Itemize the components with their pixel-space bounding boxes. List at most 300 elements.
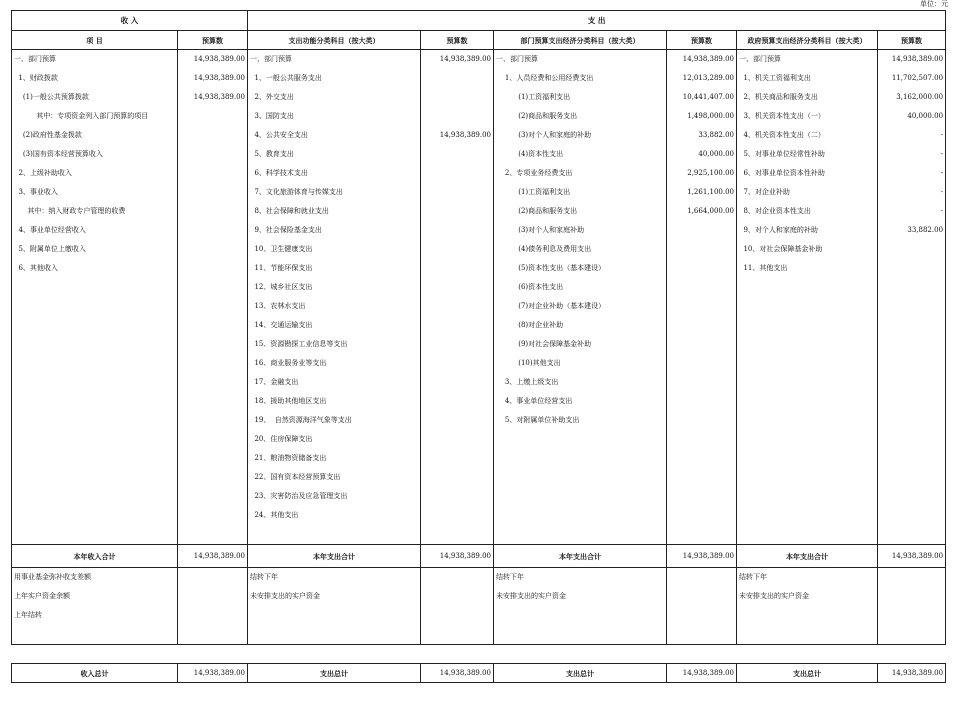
- cell-dept-economic-item: 3、上缴上级支出: [494, 373, 667, 392]
- cell-function-budget: [421, 587, 494, 606]
- cell-dept-economic-budget: 14,938,389.00: [667, 50, 737, 70]
- table-row: [12, 373, 946, 392]
- cell-income-item: (1)一般公共预算拨款: [12, 88, 178, 107]
- cell-function-budget: 14,938,389.00: [421, 126, 494, 145]
- cell-function-budget: [421, 354, 494, 373]
- cell-function-item: 一、部门预算: [248, 50, 421, 70]
- cell-dept-economic-budget: 14,938,389.00: [667, 664, 737, 683]
- spacer-cell: [12, 645, 946, 664]
- cell-income-budget: 14,938,389.00: [178, 664, 248, 683]
- cell-gov-economic-budget: 33,882.00: [878, 221, 946, 240]
- table-row: [12, 468, 946, 487]
- cell-function-item: 3、国防支出: [248, 107, 421, 126]
- cell-gov-economic-item: 9、对个人和家庭的补助: [737, 221, 878, 240]
- cell-income-budget: [178, 297, 248, 316]
- cell-income-item: 收入总计: [12, 664, 178, 683]
- cell-income-item: 用事业基金弥补收支差额: [12, 568, 178, 588]
- cell-dept-economic-budget: 12,013,289.00: [667, 69, 737, 88]
- header-dept-economic-budget: 预算数: [667, 31, 737, 50]
- cell-gov-economic-budget: [878, 606, 946, 625]
- header-dept-economic-category: 部门预算支出经济分类科目（按大类）: [494, 31, 667, 50]
- cell-function-item: 14、交通运输支出: [248, 316, 421, 335]
- cell-dept-economic-budget: [667, 587, 737, 606]
- unit-label: 单位：元: [920, 0, 948, 8]
- table-row: [12, 107, 946, 126]
- cell-gov-economic-item: 6、对事业单位资本性补助: [737, 164, 878, 183]
- cell-dept-economic-budget: [667, 487, 737, 506]
- cell-gov-economic-item: [737, 354, 878, 373]
- cell-dept-economic-item: (10)其他支出: [494, 354, 667, 373]
- cell-function-item: 7、文化旅游体育与传媒支出: [248, 183, 421, 202]
- cell-function-item: 11、节能环保支出: [248, 259, 421, 278]
- cell-income-item: 6、其他收入: [12, 259, 178, 278]
- cell-income-budget: [178, 354, 248, 373]
- cell-dept-economic-item: (1)工资福利支出: [494, 183, 667, 202]
- cell-gov-economic-item: [737, 506, 878, 525]
- cell-function-item: 24、其他支出: [248, 506, 421, 525]
- cell-function-item: 支出总计: [248, 664, 421, 683]
- cell-function-item: 21、粮油物资储备支出: [248, 449, 421, 468]
- cell-function-budget: [421, 202, 494, 221]
- table-row: [12, 487, 946, 506]
- cell-income-item: 上年实户资金余额: [12, 587, 178, 606]
- cell-gov-economic-budget: 14,938,389.00: [878, 664, 946, 683]
- cell-function-item: 2、外交支出: [248, 88, 421, 107]
- cell-income-budget: [178, 430, 248, 449]
- cell-gov-economic-budget: [878, 240, 946, 259]
- cell-income-budget: [178, 259, 248, 278]
- column-header-row: [12, 31, 946, 50]
- cell-dept-economic-item: [494, 506, 667, 525]
- cell-gov-economic-budget: [878, 587, 946, 606]
- cell-gov-economic-budget: [878, 411, 946, 430]
- cell-function-item: 本年支出合计: [248, 545, 421, 568]
- cell-gov-economic-budget: [878, 449, 946, 468]
- cell-gov-economic-item: [737, 392, 878, 411]
- cell-income-item: [12, 468, 178, 487]
- cell-gov-economic-item: [737, 430, 878, 449]
- cell-gov-economic-budget: [878, 568, 946, 588]
- cell-income-item: 一、部门预算: [12, 50, 178, 70]
- cell-function-budget: [421, 373, 494, 392]
- cell-income-budget: [178, 411, 248, 430]
- cell-function-item: [248, 625, 421, 645]
- cell-gov-economic-budget: [878, 525, 946, 545]
- cell-dept-economic-budget: 2,925,100.00: [667, 164, 737, 183]
- cell-gov-economic-budget: [878, 259, 946, 278]
- cell-dept-economic-item: (5)资本性支出（基本建设）: [494, 259, 667, 278]
- cell-dept-economic-item: [494, 468, 667, 487]
- cell-gov-economic-item: 1、机关工资福利支出: [737, 69, 878, 88]
- cell-dept-economic-item: [494, 625, 667, 645]
- cell-gov-economic-budget: [878, 468, 946, 487]
- cell-gov-economic-budget: [878, 487, 946, 506]
- cell-gov-economic-budget: [878, 335, 946, 354]
- cell-function-budget: [421, 107, 494, 126]
- cell-dept-economic-budget: [667, 606, 737, 625]
- cell-gov-economic-budget: [878, 354, 946, 373]
- cell-income-item: 其中：纳入财政专户管理的收费: [12, 202, 178, 221]
- cell-dept-economic-item: (3)对个人和家庭补助: [494, 221, 667, 240]
- cell-gov-economic-budget: -: [878, 202, 946, 221]
- cell-income-item: 本年收入合计: [12, 545, 178, 568]
- cell-income-item: [12, 373, 178, 392]
- cell-dept-economic-item: 4、事业单位经营支出: [494, 392, 667, 411]
- cell-gov-economic-item: 支出总计: [737, 664, 878, 683]
- cell-function-budget: 14,938,389.00: [421, 545, 494, 568]
- header-function-budget: 预算数: [421, 31, 494, 50]
- cell-income-budget: [178, 606, 248, 625]
- cell-gov-economic-item: 7、对企业补助: [737, 183, 878, 202]
- cell-income-budget: [178, 107, 248, 126]
- table-row: [12, 69, 946, 88]
- cell-gov-economic-item: [737, 606, 878, 625]
- table-row: [12, 164, 946, 183]
- cell-function-item: 8、社会保障和就业支出: [248, 202, 421, 221]
- cell-function-item: 10、卫生健康支出: [248, 240, 421, 259]
- cell-function-budget: [421, 487, 494, 506]
- cell-income-budget: [178, 126, 248, 145]
- table-row: [12, 145, 946, 164]
- cell-function-item: 20、住房保障支出: [248, 430, 421, 449]
- cell-income-item: 1、财政拨款: [12, 69, 178, 88]
- cell-income-item: [12, 278, 178, 297]
- cell-income-budget: [178, 506, 248, 525]
- cell-gov-economic-budget: [878, 278, 946, 297]
- cell-function-budget: [421, 183, 494, 202]
- cell-function-item: 结转下年: [248, 568, 421, 588]
- cell-dept-economic-item: 结转下年: [494, 568, 667, 588]
- cell-function-budget: [421, 625, 494, 645]
- cell-gov-economic-budget: 3,162,000.00: [878, 88, 946, 107]
- cell-income-budget: [178, 392, 248, 411]
- table-row: [12, 278, 946, 297]
- cell-income-budget: [178, 587, 248, 606]
- cell-gov-economic-item: [737, 316, 878, 335]
- cell-function-budget: [421, 468, 494, 487]
- cell-dept-economic-item: 5、对附属单位补助支出: [494, 411, 667, 430]
- table-row: [12, 411, 946, 430]
- cell-dept-economic-budget: [667, 392, 737, 411]
- cell-function-budget: [421, 392, 494, 411]
- cell-function-item: 19、 自然资源海洋气象等支出: [248, 411, 421, 430]
- cell-income-item: [12, 354, 178, 373]
- cell-function-budget: [421, 278, 494, 297]
- cell-income-budget: [178, 335, 248, 354]
- header-function-category: 支出功能分类科目（按大类）: [248, 31, 421, 50]
- cell-gov-economic-budget: [878, 506, 946, 525]
- cell-gov-economic-budget: 14,938,389.00: [878, 50, 946, 70]
- table-row: [12, 568, 946, 588]
- cell-income-item: [12, 430, 178, 449]
- cell-dept-economic-item: (7)对企业补助（基本建设）: [494, 297, 667, 316]
- cell-function-budget: [421, 164, 494, 183]
- cell-dept-economic-item: [494, 430, 667, 449]
- cell-dept-economic-budget: 1,498,000.00: [667, 107, 737, 126]
- table-row: [12, 354, 946, 373]
- cell-dept-economic-budget: 33,882.00: [667, 126, 737, 145]
- cell-function-item: 17、金融支出: [248, 373, 421, 392]
- cell-income-budget: 14,938,389.00: [178, 545, 248, 568]
- cell-income-budget: 14,938,389.00: [178, 69, 248, 88]
- cell-function-budget: [421, 568, 494, 588]
- table-row: [12, 606, 946, 625]
- cell-dept-economic-budget: [667, 259, 737, 278]
- cell-function-budget: [421, 411, 494, 430]
- cell-gov-economic-budget: [878, 297, 946, 316]
- cell-gov-economic-item: 5、对事业单位经常性补助: [737, 145, 878, 164]
- cell-function-item: 23、灾害防治及应急管理支出: [248, 487, 421, 506]
- cell-dept-economic-item: (1)工资福利支出: [494, 88, 667, 107]
- cell-dept-economic-item: (2)商品和服务支出: [494, 202, 667, 221]
- cell-gov-economic-item: [737, 468, 878, 487]
- cell-income-budget: [178, 183, 248, 202]
- cell-function-budget: [421, 297, 494, 316]
- cell-function-item: 1、一般公共服务支出: [248, 69, 421, 88]
- budget-table: [11, 10, 946, 683]
- cell-gov-economic-item: 一、部门预算: [737, 50, 878, 70]
- cell-gov-economic-budget: -: [878, 183, 946, 202]
- cell-income-budget: [178, 373, 248, 392]
- cell-dept-economic-item: 2、专项业务经费支出: [494, 164, 667, 183]
- cell-dept-economic-budget: [667, 373, 737, 392]
- cell-income-budget: [178, 221, 248, 240]
- cell-income-budget: [178, 316, 248, 335]
- cell-income-item: [12, 625, 178, 645]
- cell-income-budget: [178, 468, 248, 487]
- cell-dept-economic-item: (6)资本性支出: [494, 278, 667, 297]
- cell-function-item: 12、城乡社区支出: [248, 278, 421, 297]
- cell-dept-economic-item: (3)对个人和家庭的补助: [494, 126, 667, 145]
- cell-dept-economic-item: 支出总计: [494, 664, 667, 683]
- table-row: [12, 392, 946, 411]
- cell-gov-economic-item: 10、对社会保障基金补助: [737, 240, 878, 259]
- cell-function-budget: 14,938,389.00: [421, 50, 494, 70]
- cell-gov-economic-budget: 40,000.00: [878, 107, 946, 126]
- cell-dept-economic-budget: [667, 354, 737, 373]
- cell-function-budget: [421, 506, 494, 525]
- cell-gov-economic-item: [737, 297, 878, 316]
- cell-gov-economic-budget: 14,938,389.00: [878, 545, 946, 568]
- cell-dept-economic-budget: [667, 335, 737, 354]
- cell-dept-economic-budget: 1,261,100.00: [667, 183, 737, 202]
- cell-dept-economic-budget: [667, 297, 737, 316]
- cell-dept-economic-item: [494, 449, 667, 468]
- cell-gov-economic-budget: [878, 625, 946, 645]
- table-row: [12, 240, 946, 259]
- table-row: [12, 587, 946, 606]
- table-row: [12, 625, 946, 645]
- cell-function-item: 15、资源勘探工业信息等支出: [248, 335, 421, 354]
- cell-dept-economic-budget: [667, 506, 737, 525]
- table-row: [12, 506, 946, 525]
- cell-income-budget: [178, 278, 248, 297]
- cell-function-budget: [421, 145, 494, 164]
- income-section-title: 收 入: [12, 11, 248, 31]
- cell-income-budget: [178, 145, 248, 164]
- cell-dept-economic-item: (4)资本性支出: [494, 145, 667, 164]
- cell-dept-economic-budget: [667, 430, 737, 449]
- cell-gov-economic-item: 8、对企业资本性支出: [737, 202, 878, 221]
- expense-section-title: 支 出: [248, 11, 946, 31]
- cell-gov-economic-item: [737, 335, 878, 354]
- cell-function-budget: [421, 221, 494, 240]
- table-row: [12, 88, 946, 107]
- cell-income-item: 3、事业收入: [12, 183, 178, 202]
- cell-function-item: 22、国有资本经营预算支出: [248, 468, 421, 487]
- cell-function-item: 6、科学技术支出: [248, 164, 421, 183]
- cell-dept-economic-budget: 14,938,389.00: [667, 545, 737, 568]
- cell-gov-economic-item: 11、其他支出: [737, 259, 878, 278]
- cell-income-item: [12, 297, 178, 316]
- cell-income-item: 5、附属单位上缴收入: [12, 240, 178, 259]
- cell-gov-economic-item: [737, 487, 878, 506]
- cell-function-budget: [421, 259, 494, 278]
- cell-gov-economic-item: 3、机关资本性支出（一）: [737, 107, 878, 126]
- subtotal-row: [12, 545, 946, 568]
- cell-dept-economic-budget: 40,000.00: [667, 145, 737, 164]
- cell-dept-economic-item: [494, 606, 667, 625]
- header-gov-economic-budget: 预算数: [878, 31, 946, 50]
- cell-function-budget: [421, 449, 494, 468]
- table-row: [12, 525, 946, 545]
- cell-dept-economic-item: (9)对社会保障基金补助: [494, 335, 667, 354]
- cell-income-budget: [178, 625, 248, 645]
- cell-income-budget: [178, 449, 248, 468]
- cell-dept-economic-budget: [667, 316, 737, 335]
- cell-income-item: [12, 316, 178, 335]
- cell-income-budget: [178, 164, 248, 183]
- cell-dept-economic-budget: [667, 240, 737, 259]
- cell-income-item: [12, 487, 178, 506]
- cell-gov-economic-item: [737, 625, 878, 645]
- cell-gov-economic-item: [737, 373, 878, 392]
- cell-function-item: 4、公共安全支出: [248, 126, 421, 145]
- cell-dept-economic-budget: 10,441,407.00: [667, 88, 737, 107]
- cell-income-budget: [178, 487, 248, 506]
- cell-dept-economic-budget: [667, 449, 737, 468]
- cell-function-budget: [421, 316, 494, 335]
- cell-dept-economic-budget: [667, 568, 737, 588]
- section-header-row: [12, 11, 946, 31]
- cell-gov-economic-item: 本年支出合计: [737, 545, 878, 568]
- cell-income-budget: 14,938,389.00: [178, 50, 248, 70]
- cell-dept-economic-item: 一、部门预算: [494, 50, 667, 70]
- cell-function-item: 5、教育支出: [248, 145, 421, 164]
- cell-gov-economic-budget: [878, 316, 946, 335]
- table-row: [12, 335, 946, 354]
- cell-income-item: [12, 506, 178, 525]
- cell-income-budget: 14,938,389.00: [178, 88, 248, 107]
- cell-dept-economic-budget: [667, 525, 737, 545]
- cell-dept-economic-item: 本年支出合计: [494, 545, 667, 568]
- cell-dept-economic-budget: [667, 411, 737, 430]
- header-income-budget: 预算数: [178, 31, 248, 50]
- cell-income-item: (3)国有资本经营预算收入: [12, 145, 178, 164]
- cell-function-item: 18、援助其他地区支出: [248, 392, 421, 411]
- cell-gov-economic-item: [737, 278, 878, 297]
- cell-function-budget: [421, 69, 494, 88]
- cell-income-item: 2、上级补助收入: [12, 164, 178, 183]
- table-row: [12, 221, 946, 240]
- cell-function-budget: [421, 525, 494, 545]
- cell-gov-economic-budget: 11,702,507.00: [878, 69, 946, 88]
- table-row: [12, 183, 946, 202]
- cell-dept-economic-item: (8)对企业补助: [494, 316, 667, 335]
- cell-function-budget: 14,938,389.00: [421, 664, 494, 683]
- cell-income-item: (2)政府性基金拨款: [12, 126, 178, 145]
- cell-function-item: 9、社会保险基金支出: [248, 221, 421, 240]
- cell-gov-economic-budget: -: [878, 145, 946, 164]
- table-row: [12, 259, 946, 278]
- cell-gov-economic-item: 4、机关资本性支出（二）: [737, 126, 878, 145]
- cell-income-item: [12, 392, 178, 411]
- cell-function-budget: [421, 430, 494, 449]
- cell-gov-economic-budget: [878, 430, 946, 449]
- table-row: [12, 50, 946, 70]
- cell-function-item: 13、农林水支出: [248, 297, 421, 316]
- table-row: [12, 449, 946, 468]
- cell-function-budget: [421, 240, 494, 259]
- table-row: [12, 126, 946, 145]
- cell-gov-economic-item: 未安排支出的实户资金: [737, 587, 878, 606]
- cell-gov-economic-item: [737, 525, 878, 545]
- cell-dept-economic-budget: [667, 278, 737, 297]
- cell-function-item: [248, 606, 421, 625]
- cell-dept-economic-item: (4)债务利息及费用支出: [494, 240, 667, 259]
- cell-income-item: [12, 335, 178, 354]
- cell-income-budget: [178, 202, 248, 221]
- cell-income-budget: [178, 525, 248, 545]
- cell-gov-economic-budget: -: [878, 164, 946, 183]
- header-income-item: 项 目: [12, 31, 178, 50]
- cell-dept-economic-budget: 1,664,000.00: [667, 202, 737, 221]
- table-row: [12, 430, 946, 449]
- cell-income-item: [12, 525, 178, 545]
- cell-dept-economic-budget: [667, 221, 737, 240]
- cell-function-item: 未安排支出的实户资金: [248, 587, 421, 606]
- cell-dept-economic-item: [494, 525, 667, 545]
- cell-dept-economic-item: 1、人员经费和公用经费支出: [494, 69, 667, 88]
- table-row: [12, 202, 946, 221]
- cell-dept-economic-budget: [667, 468, 737, 487]
- cell-gov-economic-item: [737, 411, 878, 430]
- cell-income-budget: [178, 240, 248, 259]
- cell-dept-economic-item: 未安排支出的实户资金: [494, 587, 667, 606]
- cell-gov-economic-item: [737, 449, 878, 468]
- cell-gov-economic-budget: [878, 392, 946, 411]
- cell-dept-economic-item: (2)商品和服务支出: [494, 107, 667, 126]
- cell-income-item: 上年结转: [12, 606, 178, 625]
- grand-total-row: [12, 664, 946, 683]
- spacer-row: [12, 645, 946, 664]
- cell-gov-economic-budget: [878, 373, 946, 392]
- cell-income-item: 其中：专项资金列入部门预算的项目: [12, 107, 178, 126]
- cell-income-item: [12, 411, 178, 430]
- table-row: [12, 316, 946, 335]
- cell-function-budget: [421, 335, 494, 354]
- cell-gov-economic-item: 2、机关商品和服务支出: [737, 88, 878, 107]
- cell-income-budget: [178, 568, 248, 588]
- header-gov-economic-category: 政府预算支出经济分类科目（按大类）: [737, 31, 878, 50]
- cell-function-item: [248, 525, 421, 545]
- cell-gov-economic-item: 结转下年: [737, 568, 878, 588]
- cell-dept-economic-item: [494, 487, 667, 506]
- cell-gov-economic-budget: -: [878, 126, 946, 145]
- cell-function-budget: [421, 606, 494, 625]
- cell-function-item: 16、商业服务业等支出: [248, 354, 421, 373]
- table-row: [12, 297, 946, 316]
